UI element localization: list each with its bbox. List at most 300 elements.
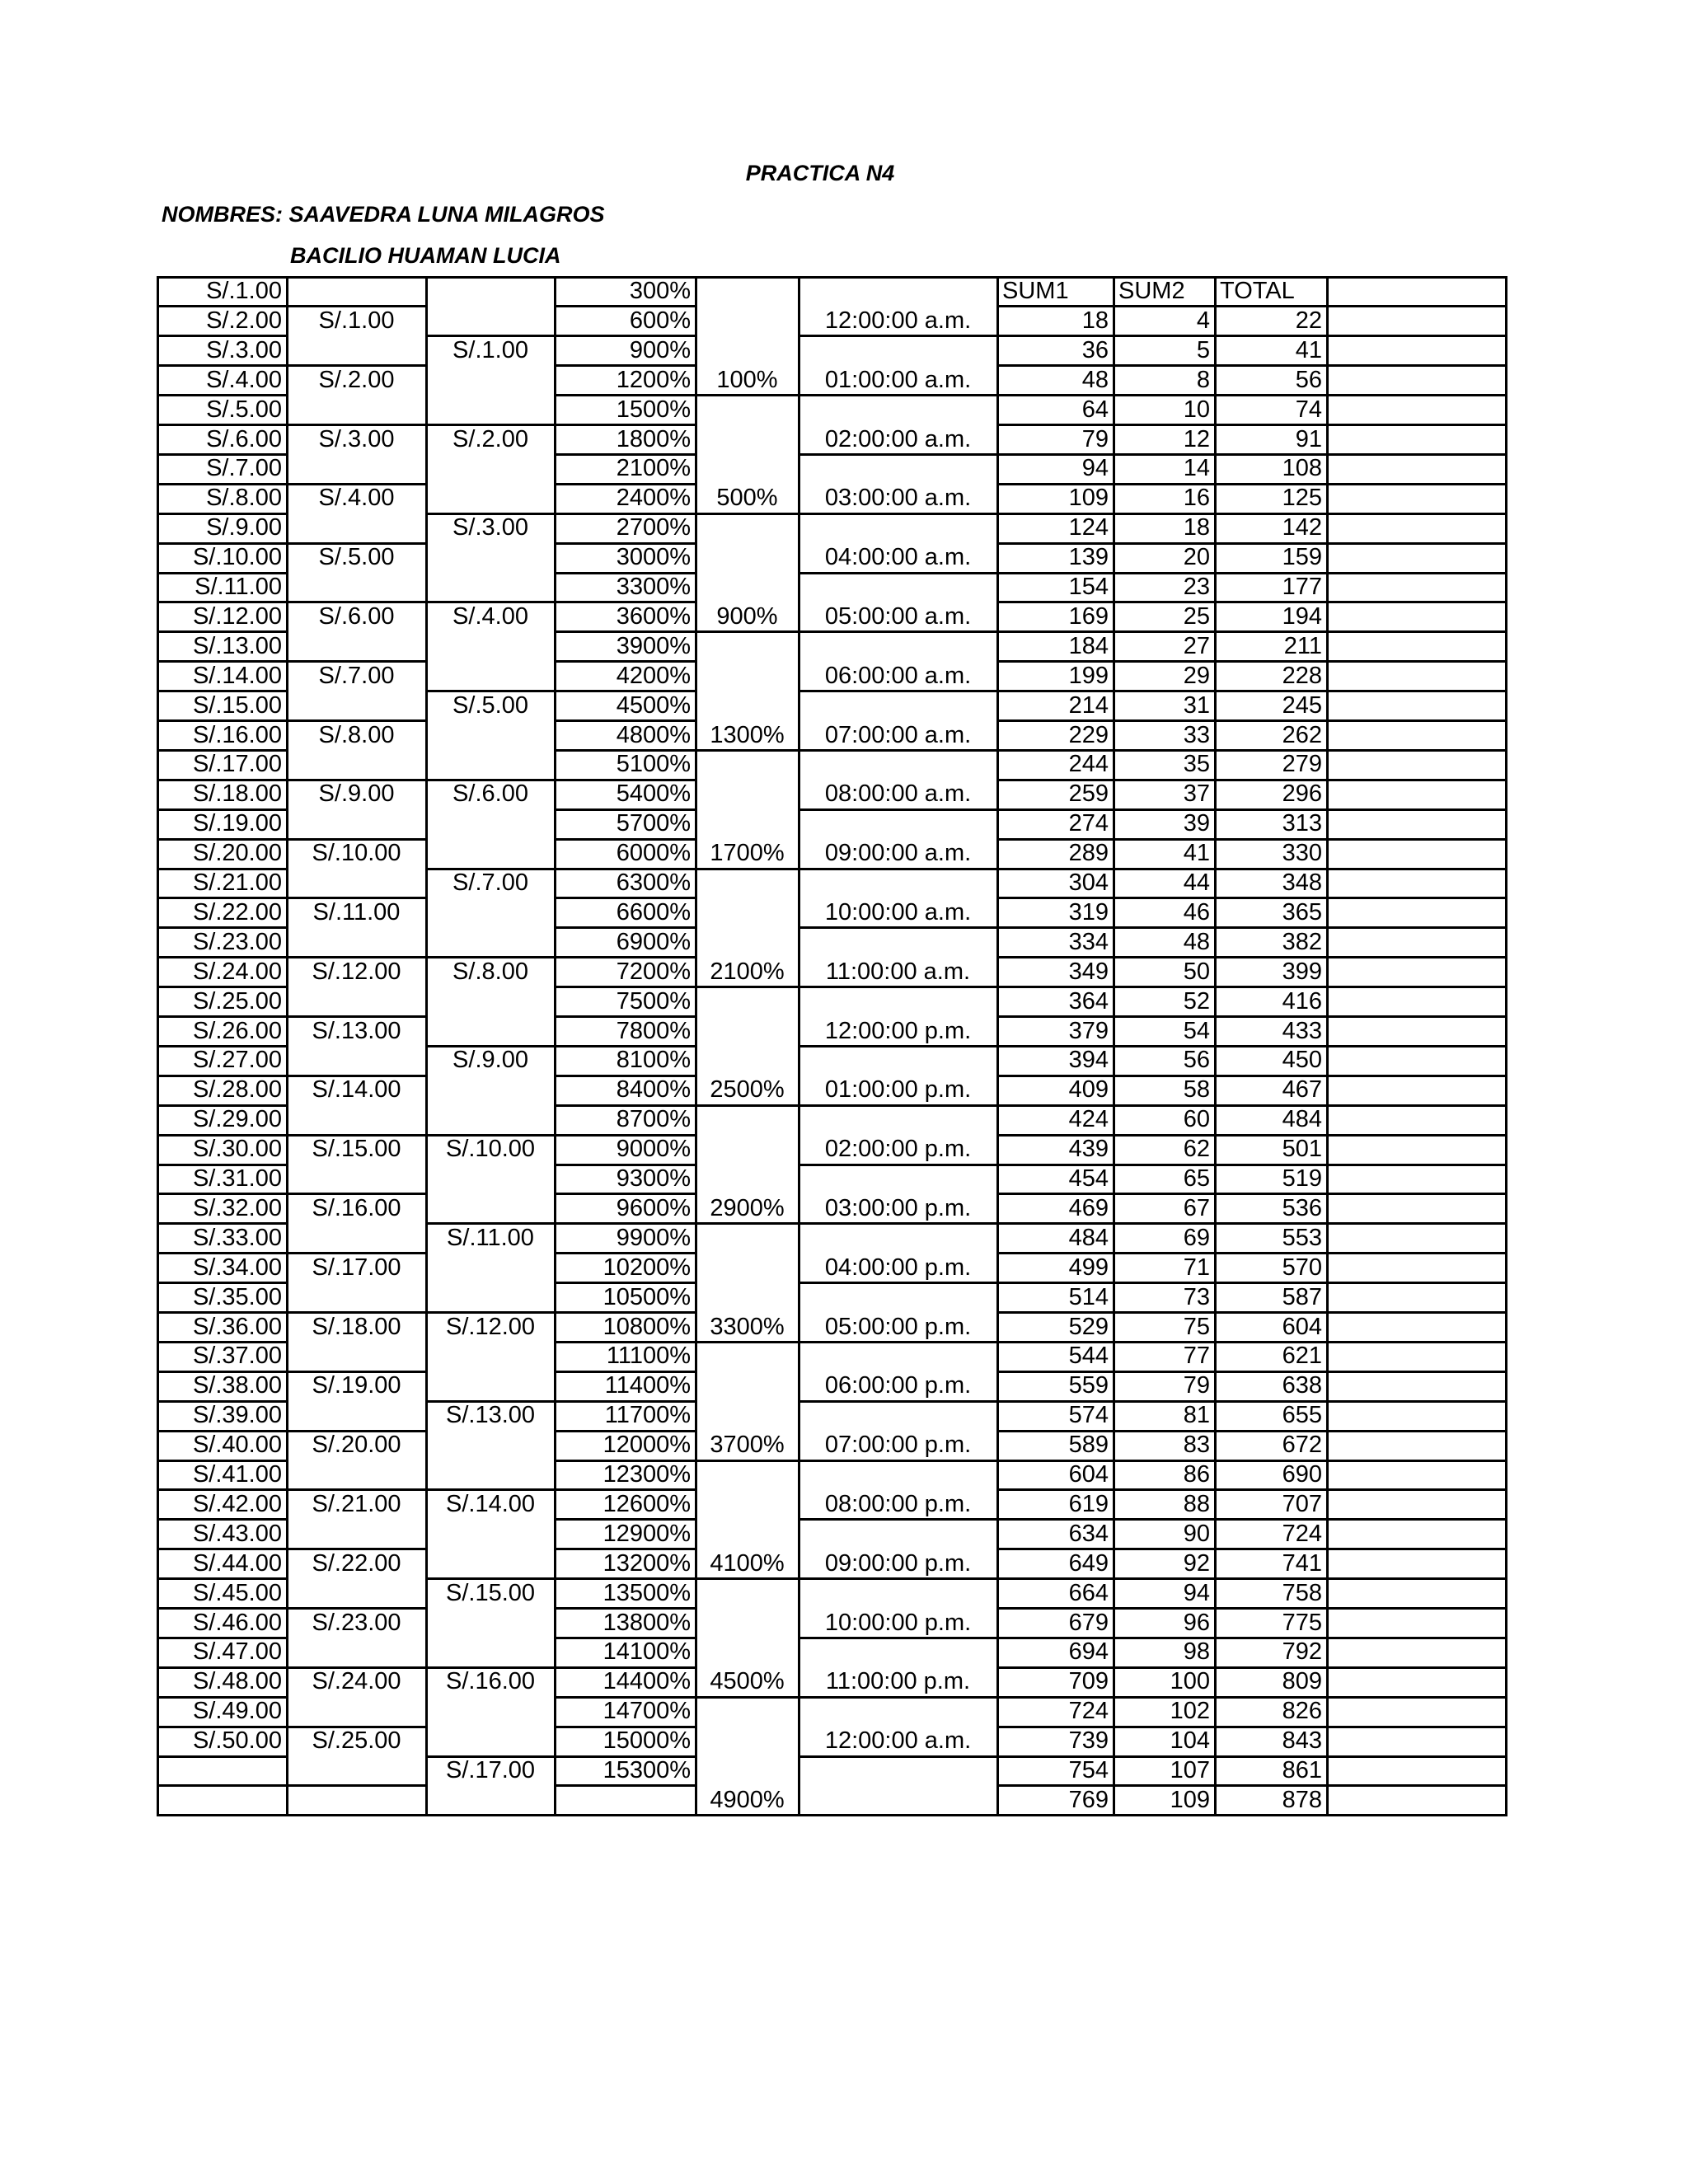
- total-cell: 604: [1282, 1313, 1322, 1340]
- total-cell: 519: [1282, 1165, 1322, 1192]
- amount-a-cell: S/.10.00: [192, 544, 282, 571]
- percent-d-cell: 10200%: [603, 1254, 691, 1281]
- percent-d-cell: 8100%: [616, 1047, 691, 1074]
- time-cell: 12:00:00 a.m.: [824, 1727, 972, 1755]
- amount-b-cell: S/.15.00: [312, 1136, 401, 1163]
- sum2-cell: 107: [1170, 1757, 1210, 1783]
- amount-a-cell: S/.17.00: [192, 751, 282, 778]
- percent-d-cell: 2100%: [616, 455, 691, 482]
- percent-d-cell: 1800%: [616, 425, 691, 452]
- sum1-cell: 349: [1068, 958, 1109, 985]
- amount-a-cell: S/.29.00: [192, 1106, 282, 1133]
- amount-a-cell: S/.3.00: [206, 336, 282, 363]
- amount-a-cell: S/.22.00: [192, 898, 282, 926]
- sum2-cell: 81: [1183, 1402, 1210, 1429]
- percent-e-cell: 100%: [716, 366, 778, 393]
- total-cell: 279: [1282, 751, 1322, 778]
- amount-a-cell: S/.13.00: [192, 632, 282, 659]
- amount-c-cell: S/.15.00: [445, 1579, 536, 1606]
- amount-a-cell: S/.46.00: [192, 1609, 282, 1636]
- percent-d-cell: 13800%: [603, 1609, 691, 1636]
- sum2-cell: 58: [1183, 1076, 1210, 1104]
- amount-a-cell: S/.47.00: [192, 1638, 282, 1666]
- amount-b-cell: S/.20.00: [312, 1432, 401, 1459]
- amount-b-cell: S/.8.00: [318, 721, 395, 748]
- total-cell: 194: [1282, 602, 1322, 630]
- sum1-cell: 364: [1068, 987, 1109, 1015]
- total-cell: 142: [1282, 514, 1322, 541]
- amount-a-cell: S/.4.00: [206, 366, 282, 393]
- total-cell: 416: [1282, 987, 1322, 1015]
- time-cell: 04:00:00 a.m.: [824, 544, 972, 571]
- sum2-cell: 94: [1183, 1579, 1210, 1606]
- sum1-cell: 409: [1068, 1076, 1109, 1104]
- sum2-cell: 33: [1183, 721, 1210, 748]
- time-cell: 06:00:00 a.m.: [824, 662, 972, 689]
- amount-c-cell: S/.7.00: [452, 869, 528, 896]
- amount-a-cell: S/.32.00: [192, 1194, 282, 1221]
- sum1-cell: 304: [1068, 869, 1109, 896]
- percent-d-cell: 900%: [629, 336, 691, 363]
- percent-d-cell: 6900%: [616, 928, 691, 955]
- percent-e-cell: 4500%: [710, 1668, 785, 1695]
- total-cell: 467: [1282, 1076, 1322, 1104]
- percent-e-cell: 3300%: [710, 1313, 785, 1340]
- amount-a-cell: S/.7.00: [206, 455, 282, 482]
- names-line-2: BACILIO HUAMAN LUCIA: [290, 243, 561, 268]
- time-cell: 06:00:00 p.m.: [824, 1372, 972, 1399]
- amount-a-cell: S/.28.00: [192, 1076, 282, 1104]
- sum2-cell: 41: [1183, 840, 1210, 867]
- sum2-cell: 10: [1183, 396, 1210, 423]
- amount-a-cell: S/.38.00: [192, 1372, 282, 1399]
- total-cell: 638: [1282, 1372, 1322, 1399]
- sum1-cell: 514: [1068, 1283, 1109, 1310]
- time-cell: 12:00:00 p.m.: [824, 1017, 972, 1044]
- percent-e-cell: 500%: [716, 485, 778, 512]
- total-cell: 296: [1282, 780, 1322, 808]
- amount-c-cell: S/.3.00: [452, 514, 528, 541]
- sum1-cell: 424: [1068, 1106, 1109, 1133]
- sum2-cell: 29: [1183, 662, 1210, 689]
- percent-d-cell: 1200%: [616, 366, 691, 393]
- amount-c-cell: S/.13.00: [445, 1402, 536, 1429]
- percent-d-cell: 9300%: [616, 1165, 691, 1192]
- amount-b-cell: S/.5.00: [318, 544, 395, 571]
- amount-c-cell: S/.10.00: [445, 1136, 536, 1163]
- total-cell: 809: [1282, 1668, 1322, 1695]
- total-cell: 159: [1282, 544, 1322, 571]
- sum2-cell: 98: [1183, 1638, 1210, 1666]
- sum2-cell: 31: [1183, 691, 1210, 719]
- amount-a-cell: S/.11.00: [195, 574, 282, 600]
- sum2-cell: 77: [1183, 1343, 1210, 1370]
- sum1-cell: 184: [1068, 632, 1109, 659]
- sum2-cell: 69: [1183, 1224, 1210, 1251]
- percent-d-cell: 12600%: [603, 1490, 691, 1517]
- sum2-cell: 92: [1183, 1549, 1210, 1577]
- total-header: TOTAL: [1220, 278, 1295, 304]
- amount-a-cell: S/.35.00: [192, 1283, 282, 1310]
- sum2-cell: 100: [1170, 1668, 1210, 1695]
- sum1-cell: 454: [1068, 1165, 1109, 1192]
- percent-d-cell: 8400%: [616, 1076, 691, 1104]
- sum2-cell: 86: [1183, 1461, 1210, 1488]
- total-cell: 690: [1282, 1461, 1322, 1488]
- amount-a-cell: S/.36.00: [192, 1313, 282, 1340]
- time-cell: 09:00:00 p.m.: [824, 1549, 972, 1577]
- percent-d-cell: 11700%: [604, 1402, 691, 1429]
- time-cell: 10:00:00 p.m.: [824, 1609, 972, 1636]
- sum2-cell: 109: [1170, 1786, 1210, 1813]
- sum1-cell: 529: [1068, 1313, 1109, 1340]
- sum1-cell: 694: [1068, 1638, 1109, 1666]
- amount-a-cell: S/.48.00: [192, 1668, 282, 1695]
- sum1-cell: 484: [1068, 1224, 1109, 1251]
- sum1-cell: 244: [1068, 751, 1109, 778]
- time-cell: 07:00:00 p.m.: [824, 1432, 972, 1459]
- sum1-header: SUM1: [1002, 278, 1069, 304]
- total-cell: 724: [1282, 1520, 1322, 1547]
- total-cell: 792: [1282, 1638, 1322, 1666]
- total-cell: 382: [1282, 928, 1322, 955]
- percent-d-cell: 600%: [629, 307, 691, 334]
- percent-d-cell: 5100%: [616, 751, 691, 778]
- total-cell: 450: [1282, 1047, 1322, 1074]
- time-cell: 02:00:00 a.m.: [824, 425, 972, 452]
- amount-a-cell: S/.8.00: [206, 485, 282, 512]
- sum2-cell: 27: [1183, 632, 1210, 659]
- percent-e-cell: 1300%: [710, 721, 785, 748]
- amount-c-cell: S/.1.00: [452, 336, 528, 363]
- sum2-cell: 48: [1183, 928, 1210, 955]
- percent-d-cell: 3600%: [616, 602, 691, 630]
- amount-b-cell: S/.9.00: [318, 780, 395, 808]
- percent-d-cell: 11100%: [606, 1343, 691, 1370]
- sum2-cell: 71: [1183, 1254, 1210, 1281]
- total-cell: 861: [1282, 1757, 1322, 1783]
- amount-a-cell: S/.6.00: [206, 425, 282, 452]
- data-table: [157, 277, 1506, 1815]
- amount-a-cell: S/.24.00: [192, 958, 282, 985]
- total-cell: 108: [1282, 455, 1322, 482]
- time-cell: 01:00:00 a.m.: [824, 366, 972, 393]
- percent-d-cell: 2700%: [616, 514, 691, 541]
- amount-b-cell: S/.16.00: [312, 1194, 401, 1221]
- percent-d-cell: 6300%: [616, 869, 691, 896]
- sum2-cell: 44: [1183, 869, 1210, 896]
- total-cell: 570: [1282, 1254, 1322, 1281]
- total-cell: 826: [1282, 1698, 1322, 1725]
- percent-d-cell: 12000%: [603, 1432, 691, 1459]
- time-cell: 10:00:00 a.m.: [824, 898, 972, 926]
- sum1-cell: 709: [1068, 1668, 1109, 1695]
- total-cell: 245: [1282, 691, 1322, 719]
- sum1-cell: 319: [1068, 898, 1109, 926]
- amount-a-cell: S/.44.00: [192, 1549, 282, 1577]
- sum2-cell: 8: [1196, 366, 1210, 393]
- grid-line: [157, 1784, 288, 1787]
- total-cell: 878: [1282, 1786, 1322, 1813]
- sum2-cell: 25: [1183, 602, 1210, 630]
- amount-b-cell: S/.18.00: [312, 1313, 401, 1340]
- total-cell: 365: [1282, 898, 1322, 926]
- percent-d-cell: 13500%: [603, 1579, 691, 1606]
- amount-a-cell: S/.21.00: [192, 869, 282, 896]
- amount-b-cell: S/.24.00: [312, 1668, 401, 1695]
- amount-b-cell: S/.23.00: [312, 1609, 401, 1636]
- total-cell: 672: [1282, 1432, 1322, 1459]
- total-cell: 587: [1282, 1283, 1322, 1310]
- amount-b-cell: S/.3.00: [318, 425, 395, 452]
- time-cell: 08:00:00 a.m.: [824, 780, 972, 808]
- sum2-cell: 50: [1183, 958, 1210, 985]
- sum1-cell: 274: [1068, 810, 1109, 837]
- sum2-cell: 20: [1183, 544, 1210, 571]
- sum1-cell: 604: [1068, 1461, 1109, 1488]
- sum1-cell: 724: [1068, 1698, 1109, 1725]
- sum2-cell: 96: [1183, 1609, 1210, 1636]
- total-cell: 484: [1282, 1106, 1322, 1133]
- total-cell: 843: [1282, 1727, 1322, 1755]
- sum2-cell: 65: [1183, 1165, 1210, 1192]
- sum1-cell: 18: [1081, 307, 1109, 334]
- total-cell: 741: [1282, 1549, 1322, 1577]
- amount-c-cell: S/.14.00: [445, 1490, 536, 1517]
- total-cell: 91: [1295, 425, 1322, 452]
- amount-c-cell: S/.5.00: [452, 691, 528, 719]
- percent-e-cell: 2100%: [710, 958, 785, 985]
- total-cell: 553: [1282, 1224, 1322, 1251]
- percent-d-cell: 12900%: [603, 1520, 691, 1547]
- sum1-cell: 469: [1068, 1194, 1109, 1221]
- amount-b-cell: S/.11.00: [312, 898, 401, 926]
- sum2-cell: 75: [1183, 1313, 1210, 1340]
- sum2-cell: 67: [1183, 1194, 1210, 1221]
- sum2-cell: 12: [1183, 425, 1210, 452]
- time-cell: 07:00:00 a.m.: [824, 721, 972, 748]
- time-cell: 03:00:00 p.m.: [824, 1194, 972, 1221]
- sum1-cell: 36: [1081, 336, 1109, 363]
- time-cell: 01:00:00 p.m.: [824, 1076, 972, 1104]
- amount-a-cell: S/.33.00: [192, 1224, 282, 1251]
- total-cell: 177: [1282, 574, 1322, 600]
- amount-a-cell: S/.12.00: [192, 602, 282, 630]
- percent-d-cell: 3900%: [616, 632, 691, 659]
- percent-d-cell: 4200%: [616, 662, 691, 689]
- amount-a-cell: S/.26.00: [192, 1017, 282, 1044]
- amount-c-cell: S/.11.00: [447, 1224, 534, 1251]
- total-cell: 74: [1295, 396, 1322, 423]
- amount-b-cell: S/.19.00: [312, 1372, 401, 1399]
- sum1-cell: 109: [1068, 485, 1109, 512]
- amount-c-cell: S/.16.00: [445, 1668, 536, 1695]
- percent-e-cell: 4900%: [710, 1786, 785, 1813]
- amount-a-cell: S/.41.00: [192, 1461, 282, 1488]
- amount-a-cell: S/.14.00: [192, 662, 282, 689]
- amount-a-cell: S/.42.00: [192, 1490, 282, 1517]
- sum1-cell: 334: [1068, 928, 1109, 955]
- sum1-cell: 169: [1068, 602, 1109, 630]
- sum1-cell: 739: [1068, 1727, 1109, 1755]
- sum2-cell: 46: [1183, 898, 1210, 926]
- total-cell: 330: [1282, 840, 1322, 867]
- sum1-cell: 154: [1068, 574, 1109, 600]
- total-cell: 313: [1282, 810, 1322, 837]
- percent-d-cell: 13200%: [603, 1549, 691, 1577]
- amount-a-cell: S/.25.00: [192, 987, 282, 1015]
- amount-b-cell: S/.2.00: [318, 366, 395, 393]
- amount-b-cell: S/.12.00: [312, 958, 401, 985]
- total-cell: 125: [1282, 485, 1322, 512]
- sum1-cell: 574: [1068, 1402, 1109, 1429]
- sum1-cell: 64: [1081, 396, 1109, 423]
- total-cell: 707: [1282, 1490, 1322, 1517]
- percent-e-cell: 2500%: [710, 1076, 785, 1104]
- amount-b-cell: S/.14.00: [312, 1076, 401, 1104]
- amount-b-cell: S/.25.00: [312, 1727, 401, 1755]
- sum2-cell: 23: [1183, 574, 1210, 600]
- percent-d-cell: 15300%: [603, 1757, 691, 1783]
- total-cell: 433: [1282, 1017, 1322, 1044]
- amount-a-cell: S/.34.00: [192, 1254, 282, 1281]
- sum1-cell: 139: [1068, 544, 1109, 571]
- amount-a-cell: S/.23.00: [192, 928, 282, 955]
- amount-b-cell: S/.21.00: [312, 1490, 401, 1517]
- amount-a-cell: S/.27.00: [192, 1047, 282, 1074]
- total-cell: 348: [1282, 869, 1322, 896]
- amount-a-cell: S/.2.00: [206, 307, 282, 334]
- sum2-cell: 54: [1183, 1017, 1210, 1044]
- page-title: PRACTICA N4: [745, 161, 895, 185]
- time-cell: 12:00:00 a.m.: [824, 307, 972, 334]
- percent-d-cell: 9900%: [616, 1224, 691, 1251]
- sum2-cell: 4: [1196, 307, 1210, 334]
- amount-a-cell: S/.31.00: [192, 1165, 282, 1192]
- sum2-cell: 14: [1183, 455, 1210, 482]
- amount-a-cell: S/.37.00: [192, 1343, 282, 1370]
- total-cell: 41: [1295, 336, 1322, 363]
- amount-b-cell: S/.6.00: [318, 602, 395, 630]
- percent-d-cell: 3000%: [616, 544, 691, 571]
- percent-d-cell: 10500%: [603, 1283, 691, 1310]
- sum1-cell: 124: [1068, 514, 1109, 541]
- sum1-cell: 379: [1068, 1017, 1109, 1044]
- amount-a-cell: S/.1.00: [206, 278, 282, 304]
- time-cell: 09:00:00 a.m.: [824, 840, 972, 867]
- sum1-cell: 754: [1068, 1757, 1109, 1783]
- total-cell: 758: [1282, 1579, 1322, 1606]
- amount-c-cell: S/.17.00: [445, 1757, 536, 1783]
- sum2-cell: 60: [1183, 1106, 1210, 1133]
- sum2-cell: 62: [1183, 1136, 1210, 1163]
- sum1-cell: 439: [1068, 1136, 1109, 1163]
- sum1-cell: 94: [1081, 455, 1109, 482]
- percent-d-cell: 4800%: [616, 721, 691, 748]
- percent-d-cell: 9600%: [616, 1194, 691, 1221]
- total-cell: 56: [1295, 366, 1322, 393]
- amount-a-cell: S/.43.00: [192, 1520, 282, 1547]
- percent-d-cell: 6000%: [616, 840, 691, 867]
- amount-b-cell: S/.22.00: [312, 1549, 401, 1577]
- sum2-cell: 35: [1183, 751, 1210, 778]
- sum2-cell: 5: [1196, 336, 1210, 363]
- amount-c-cell: S/.6.00: [452, 780, 528, 808]
- amount-a-cell: S/.20.00: [192, 840, 282, 867]
- sum1-cell: 559: [1068, 1372, 1109, 1399]
- total-cell: 262: [1282, 721, 1322, 748]
- percent-d-cell: 9000%: [616, 1136, 691, 1163]
- percent-d-cell: 15000%: [603, 1727, 691, 1755]
- percent-d-cell: 14400%: [603, 1668, 691, 1695]
- percent-d-cell: 8700%: [616, 1106, 691, 1133]
- sum1-cell: 48: [1081, 366, 1109, 393]
- percent-d-cell: 3300%: [616, 574, 691, 600]
- percent-d-cell: 14700%: [603, 1698, 691, 1725]
- percent-e-cell: 2900%: [710, 1194, 785, 1221]
- amount-c-cell: S/.2.00: [452, 425, 528, 452]
- percent-e-cell: 3700%: [710, 1432, 785, 1459]
- percent-d-cell: 10800%: [603, 1313, 691, 1340]
- time-cell: 03:00:00 a.m.: [824, 485, 972, 512]
- sum2-cell: 16: [1183, 485, 1210, 512]
- percent-d-cell: 7800%: [616, 1017, 691, 1044]
- amount-a-cell: S/.18.00: [192, 780, 282, 808]
- amount-b-cell: S/.13.00: [312, 1017, 401, 1044]
- sum1-cell: 589: [1068, 1432, 1109, 1459]
- amount-c-cell: S/.12.00: [445, 1313, 536, 1340]
- sum2-cell: 83: [1183, 1432, 1210, 1459]
- amount-a-cell: S/.19.00: [192, 810, 282, 837]
- time-cell: 05:00:00 p.m.: [824, 1313, 972, 1340]
- time-cell: 11:00:00 p.m.: [825, 1668, 971, 1695]
- percent-d-cell: 300%: [629, 278, 691, 304]
- amount-a-cell: S/.49.00: [192, 1698, 282, 1725]
- total-cell: 211: [1283, 632, 1322, 659]
- sum2-cell: 52: [1183, 987, 1210, 1015]
- percent-d-cell: 2400%: [616, 485, 691, 512]
- sum1-cell: 199: [1068, 662, 1109, 689]
- percent-e-cell: 1700%: [710, 840, 785, 867]
- sum1-cell: 649: [1068, 1549, 1109, 1577]
- total-cell: 228: [1282, 662, 1322, 689]
- sum2-cell: 90: [1183, 1520, 1210, 1547]
- sum1-cell: 544: [1068, 1343, 1109, 1370]
- sum1-cell: 499: [1068, 1254, 1109, 1281]
- sum1-cell: 394: [1068, 1047, 1109, 1074]
- sum1-cell: 769: [1068, 1786, 1109, 1813]
- total-cell: 621: [1282, 1343, 1322, 1370]
- sum1-cell: 679: [1068, 1609, 1109, 1636]
- names-line-1: NOMBRES: SAAVEDRA LUNA MILAGROS: [162, 202, 605, 227]
- sum2-cell: 102: [1170, 1698, 1210, 1725]
- percent-d-cell: 7200%: [616, 958, 691, 985]
- sum1-cell: 664: [1068, 1579, 1109, 1606]
- percent-d-cell: 1500%: [616, 396, 691, 423]
- sum2-cell: 39: [1183, 810, 1210, 837]
- sum1-cell: 214: [1068, 691, 1109, 719]
- time-cell: 08:00:00 p.m.: [824, 1490, 972, 1517]
- total-cell: 22: [1295, 307, 1322, 334]
- amount-a-cell: S/.45.00: [192, 1579, 282, 1606]
- time-cell: 05:00:00 a.m.: [824, 602, 972, 630]
- percent-d-cell: 7500%: [616, 987, 691, 1015]
- percent-d-cell: 6600%: [616, 898, 691, 926]
- amount-b-cell: S/.10.00: [312, 840, 401, 867]
- total-cell: 655: [1282, 1402, 1322, 1429]
- total-cell: 501: [1282, 1136, 1322, 1163]
- amount-c-cell: S/.8.00: [452, 958, 528, 985]
